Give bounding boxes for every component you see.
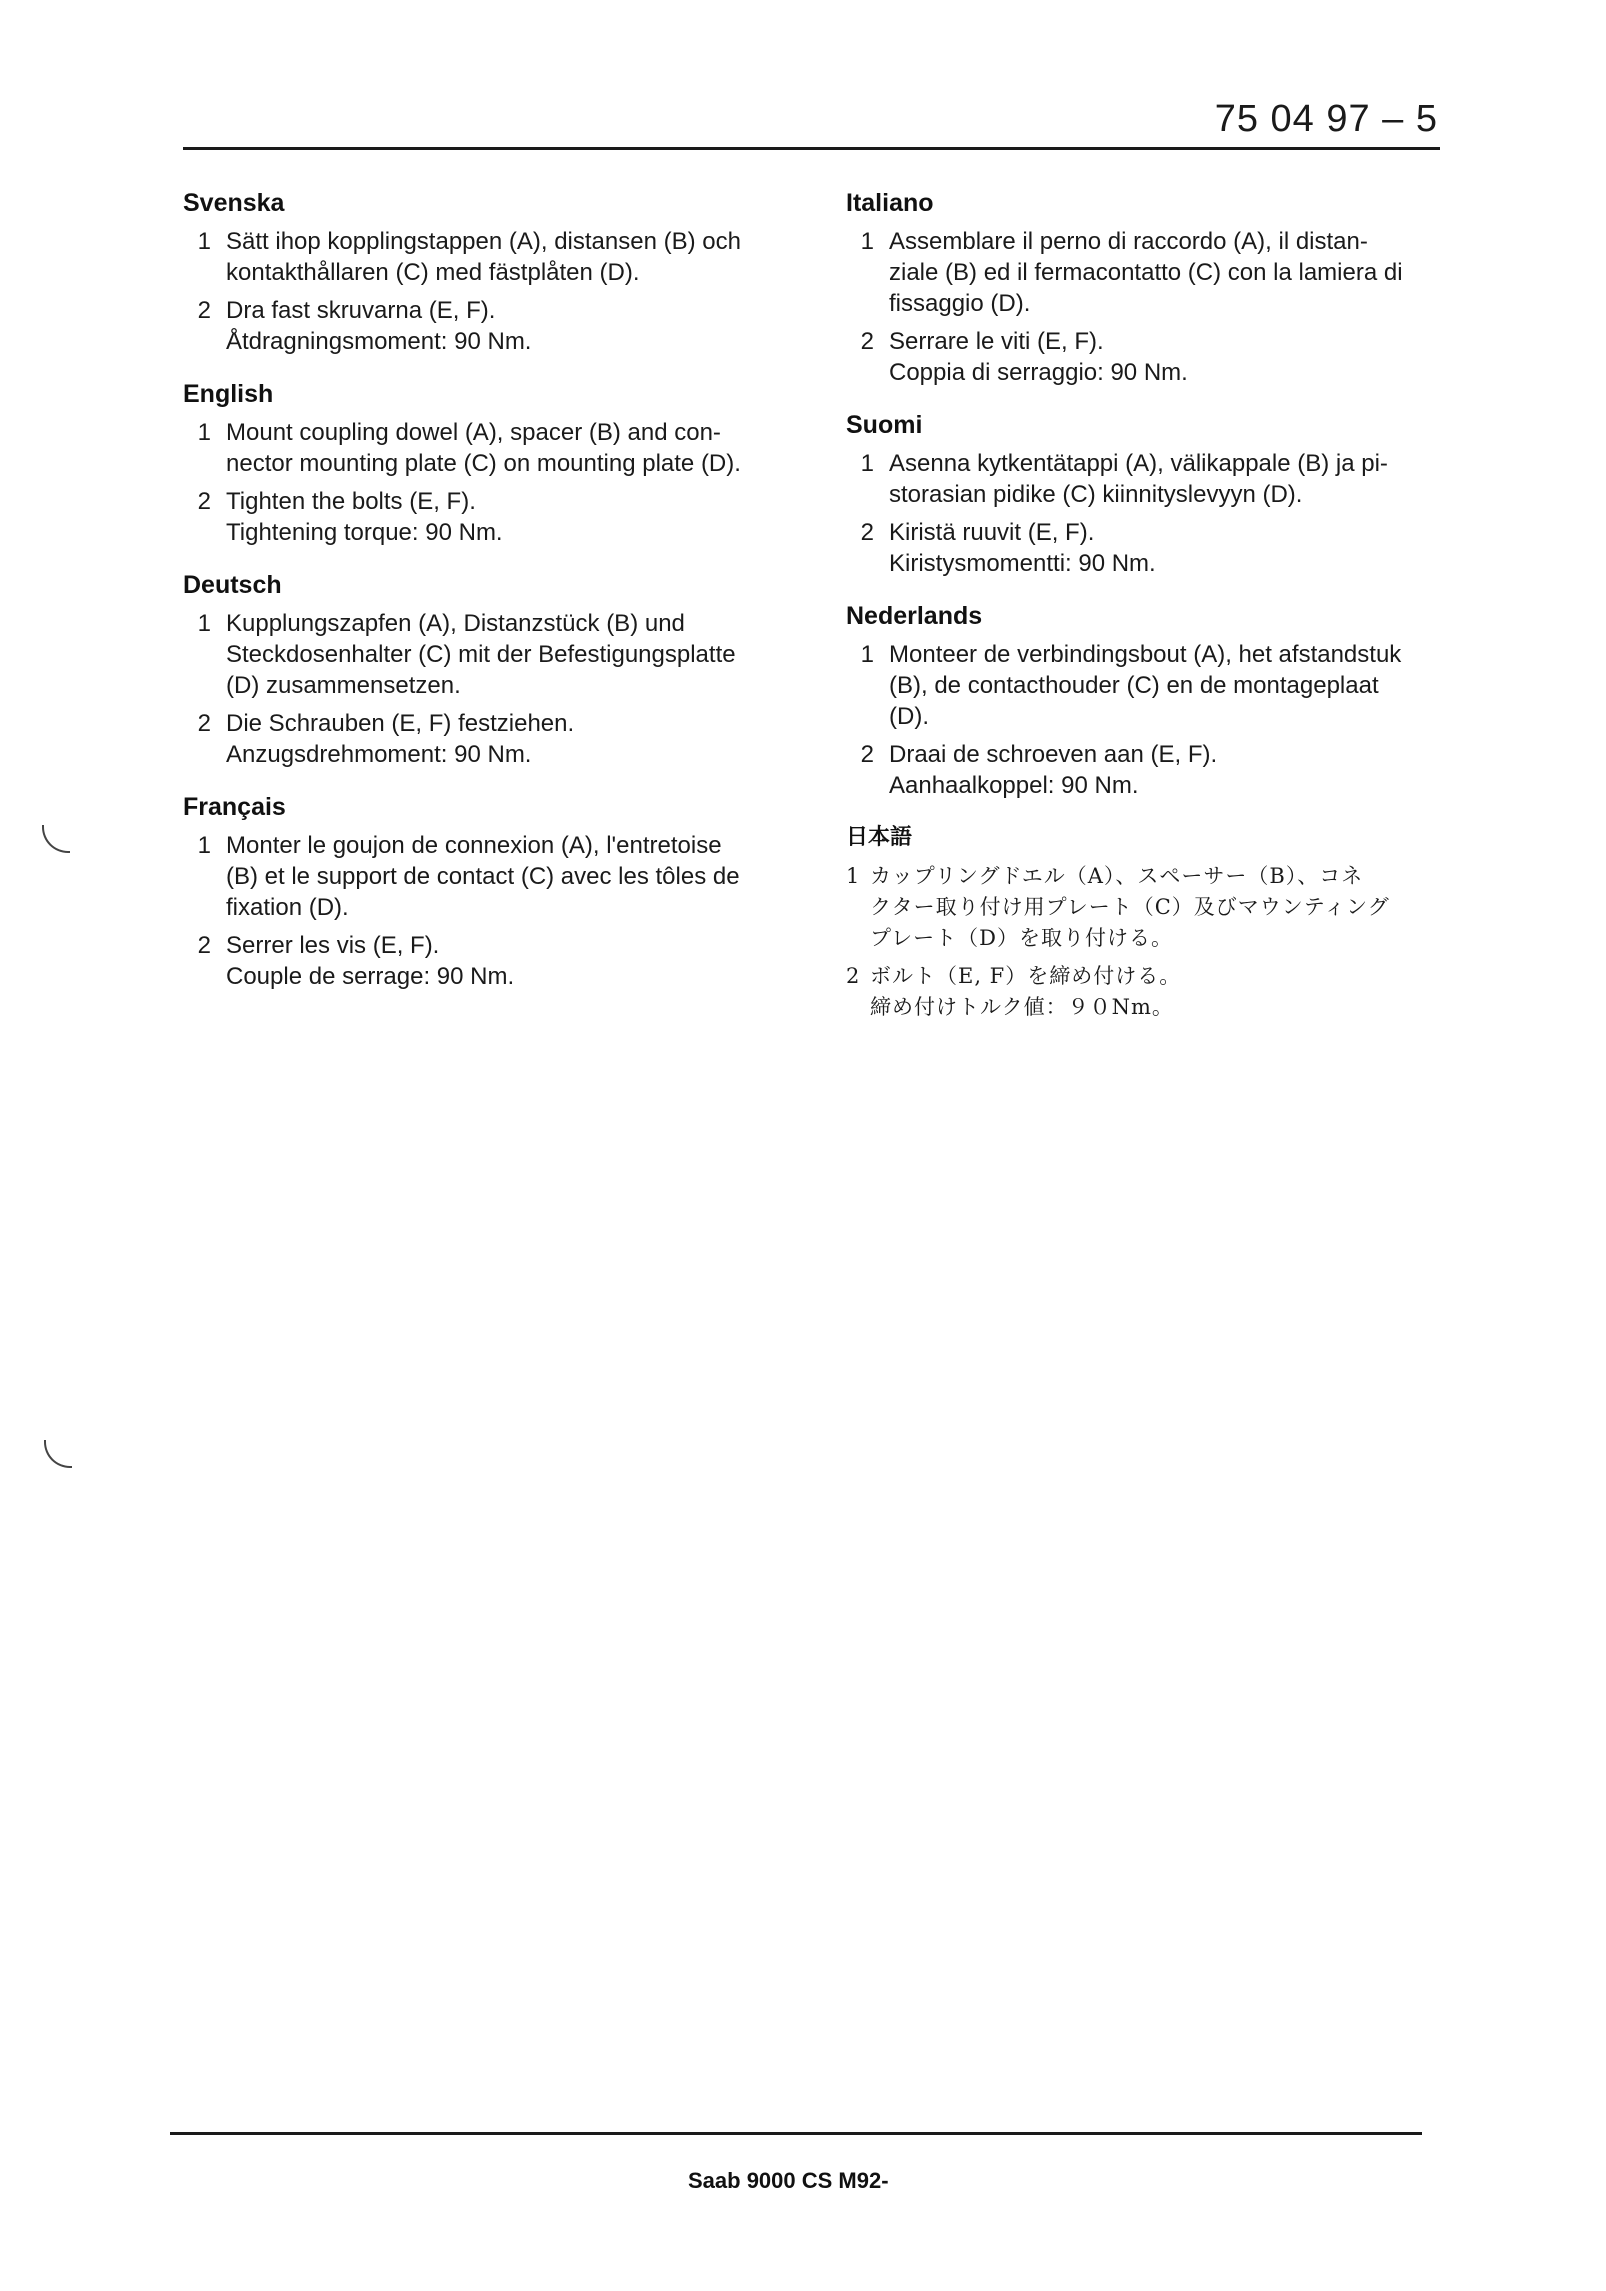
step-text-line: ボルト（E, F）を締め付ける。: [870, 964, 1182, 988]
section-suomi: [846, 410, 1446, 579]
step-text-line: (B), de contacthouder (C) en de montageplaat: [889, 672, 1379, 699]
step-number: 2: [846, 964, 861, 988]
step-text-line: 締め付けトルク値：９０Nm。: [870, 995, 1174, 1019]
step-number: 2: [860, 328, 874, 355]
step-text: [889, 226, 1446, 319]
step-number: 2: [197, 932, 211, 959]
step-text-line: Tightening torque: 90 Nm.: [226, 519, 503, 546]
step-number: 1: [846, 864, 861, 888]
instruction-step: [183, 295, 783, 357]
step-text-line: Kiristä ruuvit (E, F).: [889, 519, 1095, 546]
step-text-line: Steckdosenhalter (C) mit der Befestigungsplatte: [226, 641, 736, 668]
step-text-line: (D) zusammensetzen.: [226, 672, 461, 699]
step-text-line: Aanhaalkoppel: 90 Nm.: [889, 772, 1139, 799]
language-heading: Svenska: [183, 189, 285, 217]
step-text: [226, 930, 783, 992]
step-text: [889, 326, 1446, 388]
language-heading: Deutsch: [183, 571, 282, 599]
step-text-line: Asenna kytkentätappi (A), välikappale (B) ja pi-: [889, 450, 1388, 477]
step-text-line: fixation (D).: [226, 894, 349, 921]
step-text-line: Mount coupling dowel (A), spacer (B) and con-: [226, 419, 721, 446]
instruction-step: [846, 226, 1446, 319]
step-text-line: クター取り付け用プレート（C）及びマウンティング: [870, 895, 1390, 919]
instruction-step: [183, 226, 783, 288]
step-number: 2: [197, 488, 211, 515]
step-text: [226, 295, 783, 357]
instruction-step: [183, 830, 783, 923]
step-text-line: nector mounting plate (C) on mounting plate (D).: [226, 450, 741, 477]
step-text: [226, 226, 783, 288]
language-heading: Français: [183, 793, 286, 821]
right-column: [846, 188, 1446, 1045]
step-text: [226, 708, 783, 770]
step-number: 1: [197, 228, 211, 255]
instruction-step: [846, 448, 1446, 510]
step-text: [870, 861, 1446, 954]
step-text: [889, 739, 1446, 801]
step-number: 1: [860, 228, 874, 255]
section-svenska: [183, 188, 783, 357]
step-text-line: Draai de schroeven aan (E, F).: [889, 741, 1218, 768]
step-text: [226, 608, 783, 701]
instruction-step: [183, 708, 783, 770]
language-heading: 日本語: [846, 825, 913, 850]
instruction-step: [183, 608, 783, 701]
step-text-line: (D).: [889, 703, 929, 730]
instruction-step: [846, 639, 1446, 732]
footer-rule: [170, 2132, 1422, 2135]
step-text: [889, 639, 1446, 732]
step-text-line: Serrer les vis (E, F).: [226, 932, 440, 959]
step-text-line: kontakthållaren (C) med fästplåten (D).: [226, 259, 640, 286]
document-number: 75 04 97 – 5: [1214, 98, 1438, 140]
step-text: [870, 961, 1446, 1023]
instruction-step: [846, 517, 1446, 579]
step-number: 1: [197, 419, 211, 446]
step-number: 1: [860, 641, 874, 668]
step-number: 2: [860, 741, 874, 768]
language-heading: Italiano: [846, 189, 934, 217]
language-heading: Nederlands: [846, 602, 983, 630]
instruction-step: [846, 961, 1446, 1023]
step-text-line: (B) et le support de contact (C) avec les tôles de: [226, 863, 740, 890]
instruction-step: [183, 930, 783, 992]
section-deutsch: [183, 570, 783, 770]
step-text-line: Kupplungszapfen (A), Distanzstück (B) und: [226, 610, 685, 637]
instruction-step: [183, 417, 783, 479]
step-text-line: Monteer de verbindingsbout (A), het afstandstuk: [889, 641, 1402, 668]
step-text: [889, 448, 1446, 510]
instruction-step: [183, 486, 783, 548]
step-number: 2: [860, 519, 874, 546]
step-text: [226, 486, 783, 548]
step-text-line: カップリングドエル（A）、スペーサー（B）、コネ: [870, 864, 1364, 888]
step-text-line: Coppia di serraggio: 90 Nm.: [889, 359, 1188, 386]
step-text-line: Die Schrauben (E, F) festziehen.: [226, 710, 575, 737]
left-column: [183, 188, 783, 1014]
step-text-line: Kiristysmomentti: 90 Nm.: [889, 550, 1156, 577]
step-text: [889, 517, 1446, 579]
section-italiano: [846, 188, 1446, 388]
step-text-line: Sätt ihop kopplingstappen (A), distansen (B) och: [226, 228, 741, 255]
section-english: [183, 379, 783, 548]
section-nederlands: [846, 601, 1446, 801]
header-rule: [183, 147, 1440, 150]
step-number: 1: [860, 450, 874, 477]
step-text-line: storasian pidike (C) kiinnityslevyyn (D).: [889, 481, 1303, 508]
binding-hole-mark: [44, 1440, 72, 1468]
step-text-line: Monter le goujon de connexion (A), l'entretoise: [226, 832, 722, 859]
step-text-line: fissaggio (D).: [889, 290, 1031, 317]
step-text: [226, 417, 783, 479]
step-text-line: Dra fast skruvarna (E, F).: [226, 297, 496, 324]
step-text-line: プレート（D）を取り付ける。: [870, 926, 1173, 950]
instruction-step: [846, 739, 1446, 801]
section-japanese: [846, 823, 1446, 1023]
step-text-line: Åtdragningsmoment: 90 Nm.: [226, 328, 532, 355]
section-francais: [183, 792, 783, 992]
step-number: 2: [197, 297, 211, 324]
step-number: 2: [197, 710, 211, 737]
binding-hole-mark: [42, 825, 70, 853]
language-heading: Suomi: [846, 411, 923, 439]
footer-model-label: Saab 9000 CS M92-: [688, 2168, 889, 2193]
step-text-line: Couple de serrage: 90 Nm.: [226, 963, 515, 990]
step-number: 1: [197, 832, 211, 859]
step-number: 1: [197, 610, 211, 637]
step-text: [226, 830, 783, 923]
instruction-step: [846, 861, 1446, 954]
instruction-step: [846, 326, 1446, 388]
step-text-line: Assemblare il perno di raccordo (A), il distan-: [889, 228, 1368, 255]
step-text-line: Anzugsdrehmoment: 90 Nm.: [226, 741, 532, 768]
step-text-line: Serrare le viti (E, F).: [889, 328, 1104, 355]
language-heading: English: [183, 380, 274, 408]
step-text-line: Tighten the bolts (E, F).: [226, 488, 476, 515]
step-text-line: ziale (B) ed il fermacontatto (C) con la lamiera di: [889, 259, 1403, 286]
